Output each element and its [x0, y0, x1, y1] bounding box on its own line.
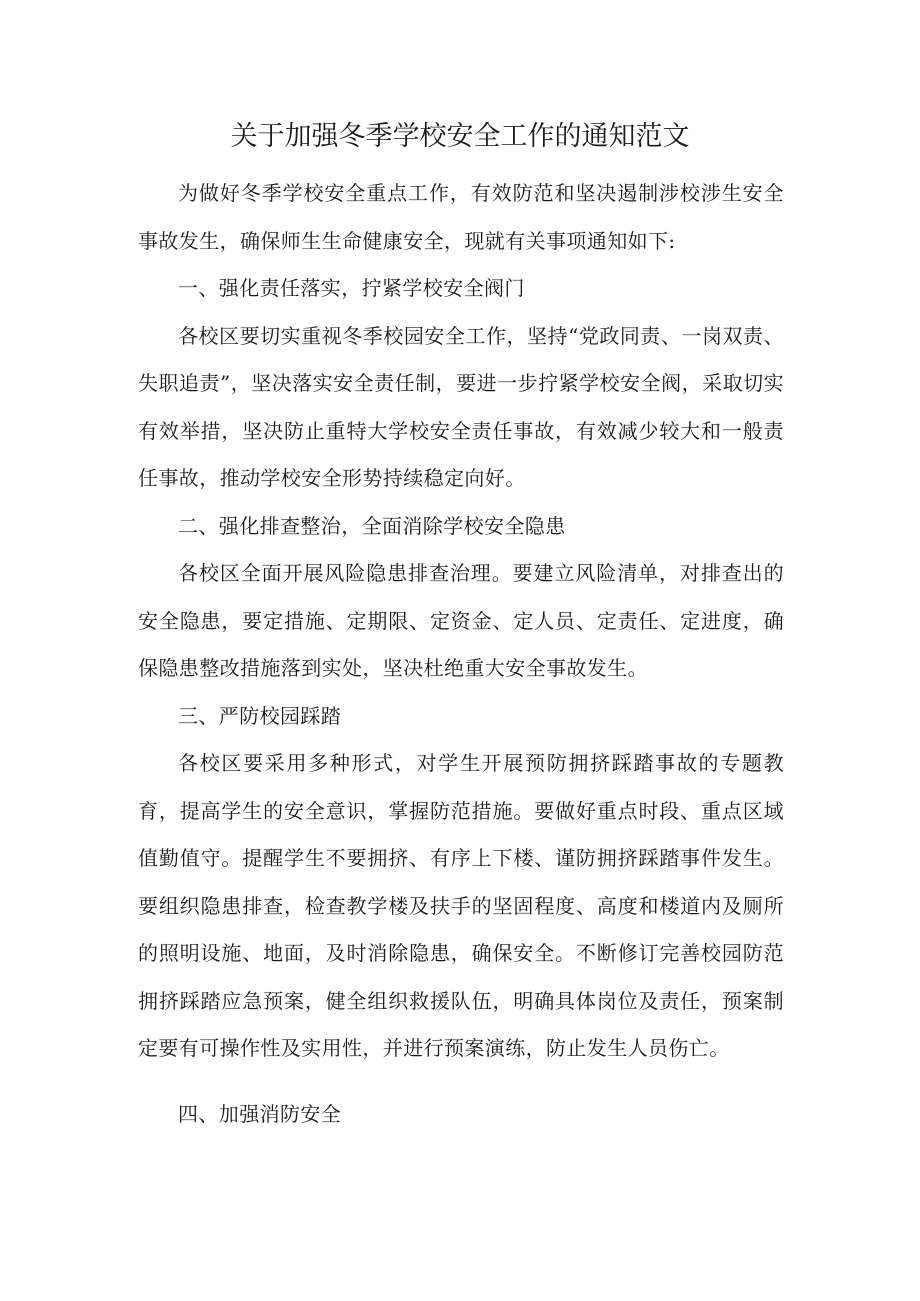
section-3-heading: 三、严防校园踩踏: [178, 703, 342, 728]
section-4-heading: 四、加强消防安全: [178, 1101, 342, 1126]
section-2-heading: 二、强化排查整治，全面消除学校安全隐患: [178, 513, 566, 538]
section-3-body: 各校区要采用多种形式，对学生开展预防拥挤踩踏事故的专题教育，提高学生的安全意识，掌握防范措施。要做好重点时段、重点区域值勤值守。提醒学生不要拥挤、有序上下楼、谨防拥挤踩踏事件发生。要组织隐患排查，检查教学楼及扶手的坚固程度、高度和楼道内及厕所的照明设施、地面，及时消除隐患，确保安全。不断修订完善校园防范拥挤踩踏应急预案，健全组织救援队伍，明确具体岗位及责任，预案制定要有可操作性及实用性，并进行预案演练，防止发生人员伤亡。: [138, 751, 784, 1060]
intro-paragraph: 为做好冬季学校安全重点工作，有效防范和坚决遏制涉校涉生安全事故发生，确保师生生命健康安全，现就有关事项通知如下:: [138, 181, 784, 253]
section-1-body: 各校区要切实重视冬季校园安全工作，坚持“党政同责、一岗双责、失职追责”，坚决落实安全责任制，要进一步拧紧学校安全阀，采取切实有效举措，坚决防止重特大学校安全责任事故，有效减少较大和一般责任事故，推动学校安全形势持续稳定向好。: [138, 323, 784, 490]
section-1-heading: 一、强化责任落实，拧紧学校安全阀门: [178, 276, 525, 300]
section-2-body: 各校区全面开展风险隐患排查治理。要建立风险清单，对排查出的安全隐患，要定措施、定期限、定资金、定人员、定责任、定进度，确保隐患整改措施落到实处，坚决杜绝重大安全事故发生。: [138, 561, 784, 680]
document-body: [138, 170, 784, 1138]
document-title: 关于加强冬季学校安全工作的通知范文: [230, 121, 690, 152]
